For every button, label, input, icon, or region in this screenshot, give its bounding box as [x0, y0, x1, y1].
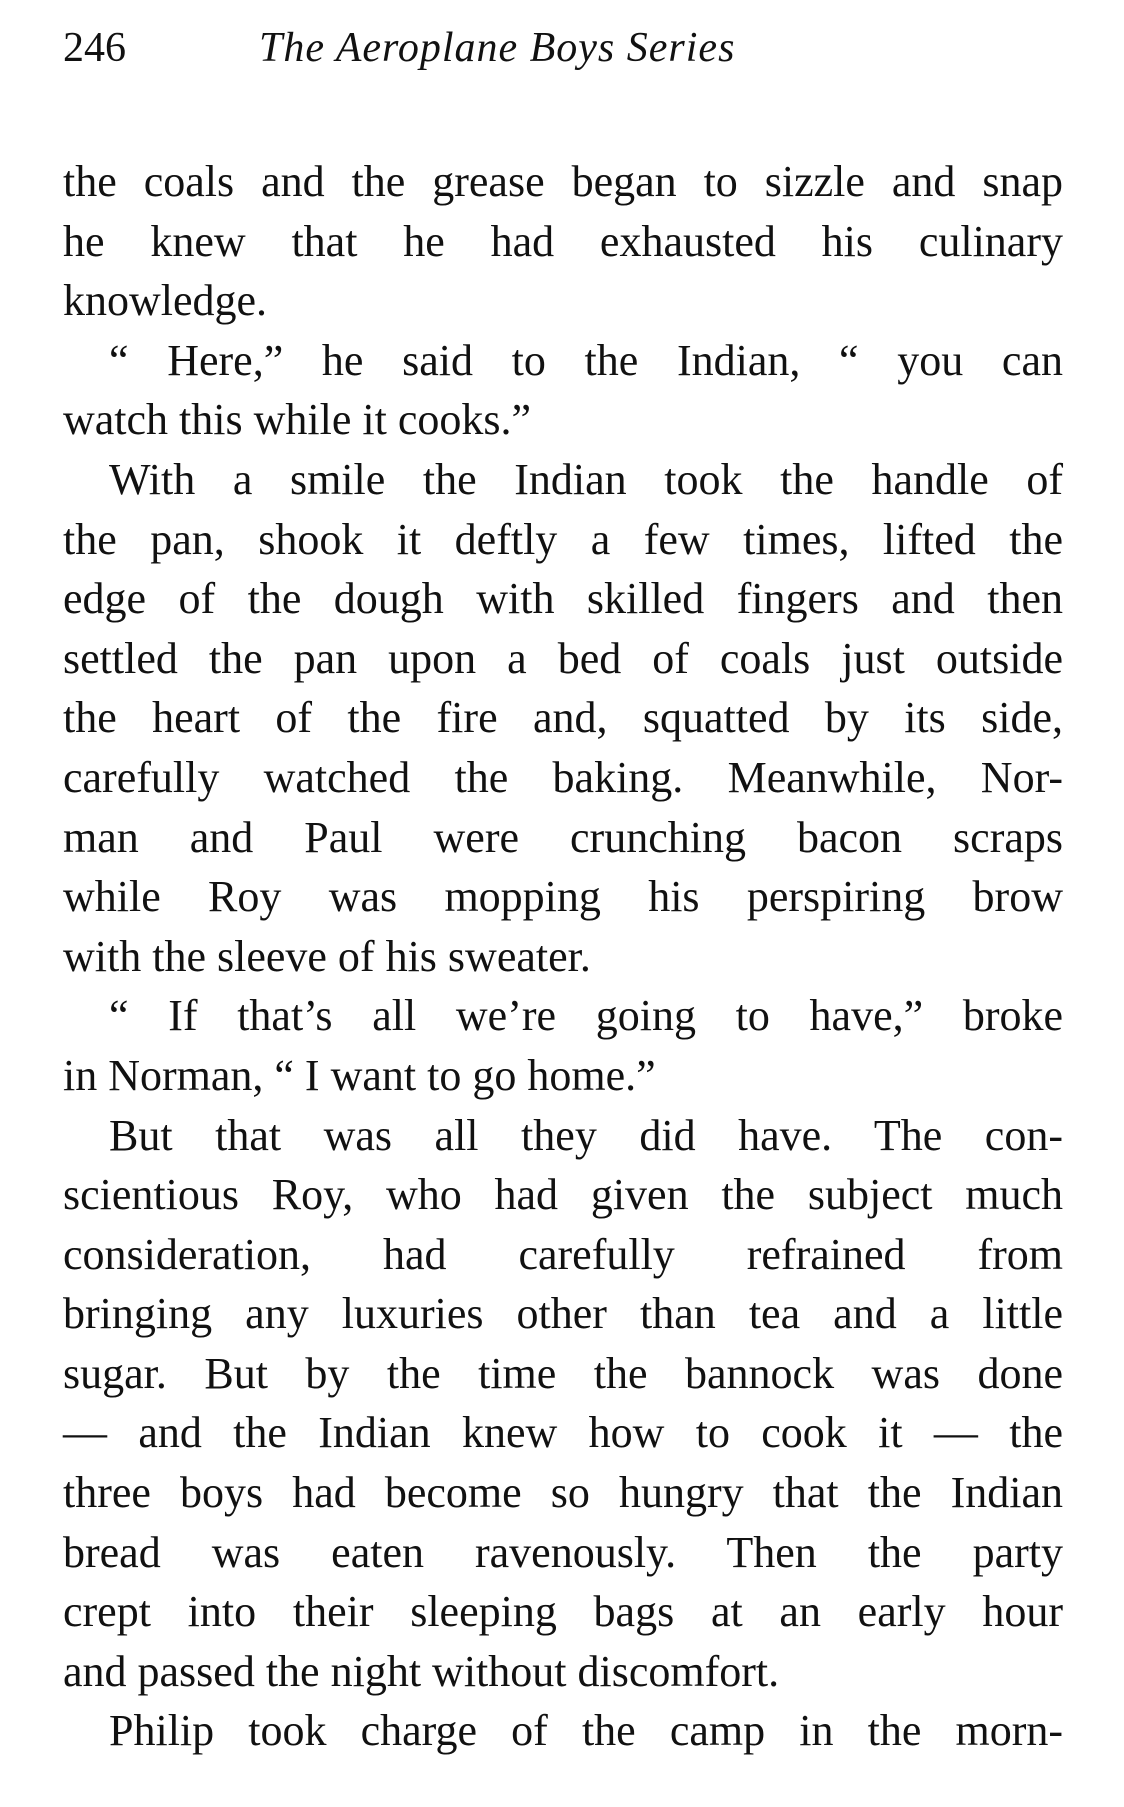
running-title: The Aeroplane Boys Series [259, 25, 736, 71]
text-line: sugar. But by the time the bannock was done [63, 1348, 1063, 1398]
text-line: With a smile the Indian took the handle of [109, 454, 1063, 504]
text-line: and passed the night without discomfort. [63, 1646, 780, 1696]
text-line: knowledge. [63, 276, 268, 326]
text-line: while Roy was mopping his perspiring brow [63, 872, 1063, 922]
text-line: the coals and the grease began to sizzle and snap [63, 157, 1063, 206]
text-line: consideration, had carefully refrained from [63, 1229, 1063, 1279]
text-line: in Norman, “ I want to go home.” [63, 1050, 656, 1100]
text-line: the heart of the fire and, squatted by its side, [63, 693, 1063, 743]
text-line: watch this while it cooks.” [63, 395, 532, 445]
text-line: Philip took charge of the camp in the morn- [109, 1706, 1063, 1756]
text-line: crept into their sleeping bags at an early hour [63, 1587, 1063, 1637]
text-line: bringing any luxuries other than tea and a little [63, 1289, 1063, 1339]
text-line: But that was all they did have. The con- [109, 1110, 1063, 1160]
text-line: “ If that’s all we’re going to have,” broke [109, 991, 1063, 1041]
book-page [63, 24, 1063, 1761]
text-line: — and the Indian knew how to cook it — the [63, 1408, 1063, 1458]
text-line: three boys had become so hungry that the Indian [63, 1468, 1063, 1518]
text-line: settled the pan upon a bed of coals just outside [63, 633, 1063, 683]
text-line: carefully watched the baking. Meanwhile, Nor- [63, 752, 1063, 802]
text-line: edge of the dough with skilled fingers and then [63, 574, 1063, 624]
text-line: man and Paul were crunching bacon scraps [63, 812, 1063, 862]
body-text [63, 152, 1063, 1761]
text-line: the pan, shook it deftly a few times, lifted the [63, 514, 1063, 564]
text-line: with the sleeve of his sweater. [63, 931, 591, 981]
text-line: “ Here,” he said to the Indian, “ you can [109, 335, 1063, 385]
text-line: bread was eaten ravenously. Then the party [63, 1527, 1063, 1577]
text-line: scientious Roy, who had given the subject much [63, 1170, 1063, 1220]
page-number: 246 [63, 25, 126, 71]
text-line: he knew that he had exhausted his culinary [63, 216, 1063, 266]
page-header [63, 24, 1063, 84]
